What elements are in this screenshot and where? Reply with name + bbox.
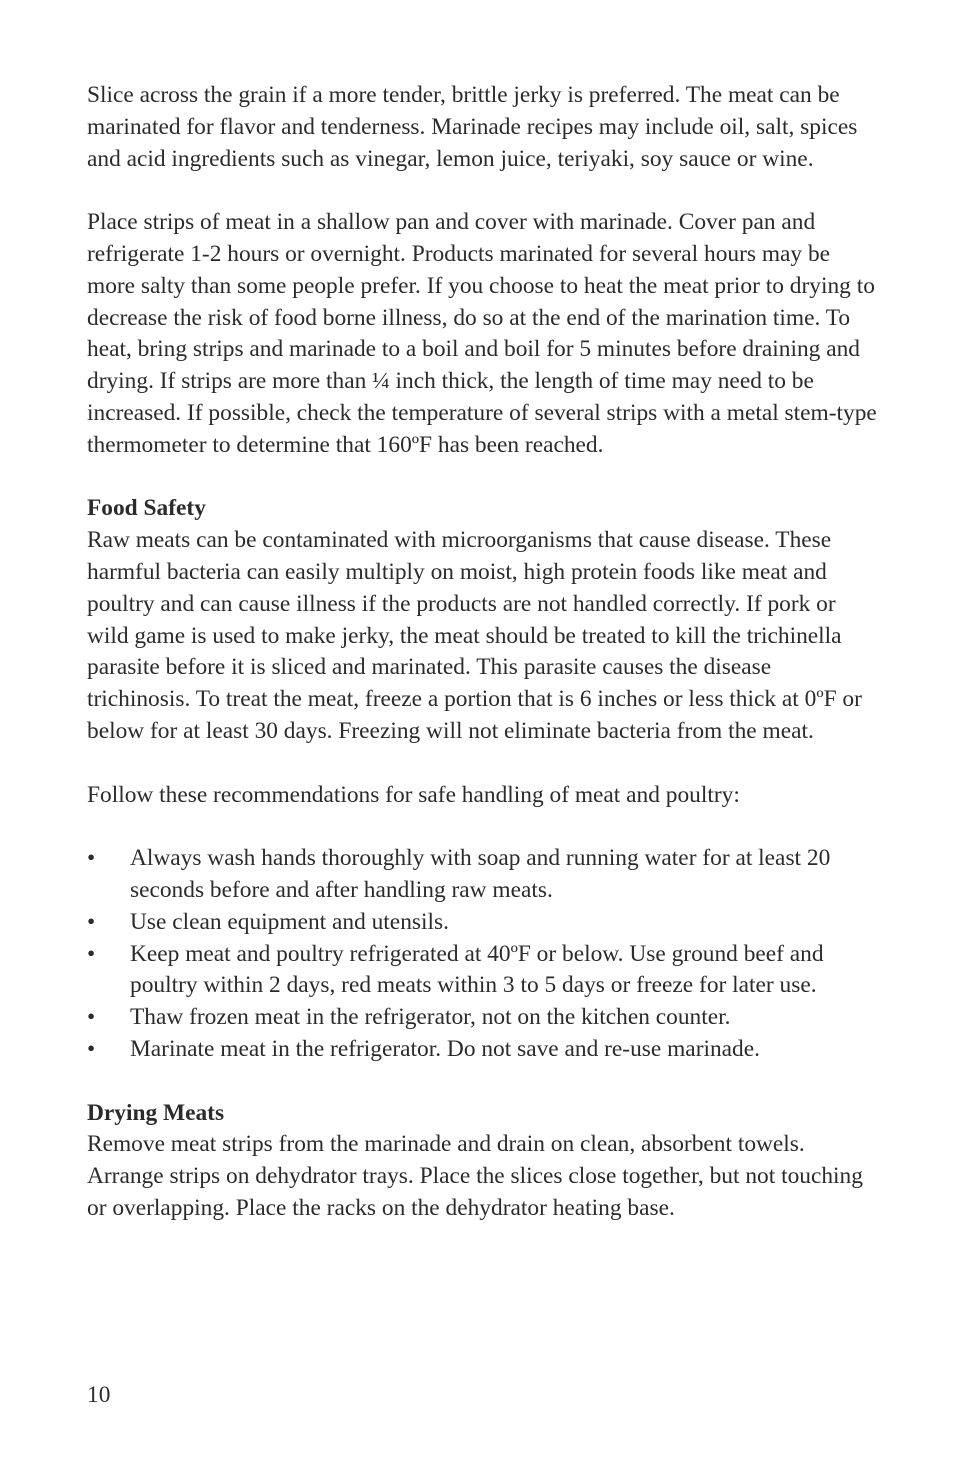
bullet-icon: • [87,1004,96,1031]
list-item-text: Thaw frozen meat in the refrigerator, not on the kitchen counter. [130,1004,731,1031]
list-item-text: Use clean equipment and utensils. [130,908,449,935]
food-safety-heading: Food Safety [87,495,206,522]
list-item-text: Always wash hands thoroughly with soap and running water for at least 20 seconds before and after handling raw meats. [130,845,831,903]
list-item-text: Marinate meat in the refrigerator. Do not save and re-use marinade. [130,1035,760,1062]
food-safety-body: Raw meats can be contaminated with microorganisms that cause disease. These harmful bacteria can easily multiply on moist, high protein foods like meat and poultry and can cause illness if the products are not handled correctly. If pork or wild game is used to make jerky, the meat should be treated to kill the trichinella parasite before it is sliced and marinated. This parasite causes the disease trichinosis. To treat the meat, freeze a portion that is 6 inches or less thick at 0ºF or below for at least 30 days. Freezing will not eliminate bacteria from the meat. [87,527,862,744]
bullet-icon: • [87,845,96,872]
drying-meats-heading: Drying Meats [87,1099,225,1126]
list-item [87,939,877,1003]
bullet-icon: • [87,940,96,967]
list-item [87,1002,877,1034]
recommendations-list [87,843,877,1066]
list-item-text: Keep meat and poultry refrigerated at 40ºF or below. Use ground beef and poultry within 2 days, red meats within 3 to 5 days or freeze for later use. [130,940,824,999]
page-number: 10 [87,1382,111,1408]
list-item [87,843,877,907]
drying-meats-body: Remove meat strips from the marinade and drain on clean, absorbent towels. Arrange strips on dehydrator trays. Place the slices close together, but not touching or overlapping. Place the racks on the dehydrator heating base. [87,1131,863,1221]
paragraph-marinating-heating: Place strips of meat in a shallow pan and cover with marinade. Cover pan and refrigerate 1-2 hours or overnight. Products marinated for several hours may be more salty than some people prefer. If you choose to heat the meat prior to drying to decrease the risk of food borne illness, do so at the end of the marination time. To heat, bring strips and marinade to a boil and boil for 5 minutes before draining and drying. If strips are more than ¼ inch thick, the length of time may need to be increased. If possible, check the temperature of several strips with a metal stem-type thermometer to determine that 160ºF has been reached. [87,209,877,458]
recommendations-intro: Follow these recommendations for safe handling of meat and poultry: [87,781,740,808]
paragraph-slicing-marinade: Slice across the grain if a more tender, brittle jerky is preferred. The meat can be marinated for flavor and tenderness. Marinade recipes may include oil, salt, spices and acid ingredients such as vinegar, lemon juice, teriyaki, soy sauce or wine. [87,82,858,172]
page-content [87,80,877,1225]
list-item [87,1034,877,1066]
list-item [87,907,877,939]
bullet-icon: • [87,1035,96,1062]
bullet-icon: • [87,908,96,935]
